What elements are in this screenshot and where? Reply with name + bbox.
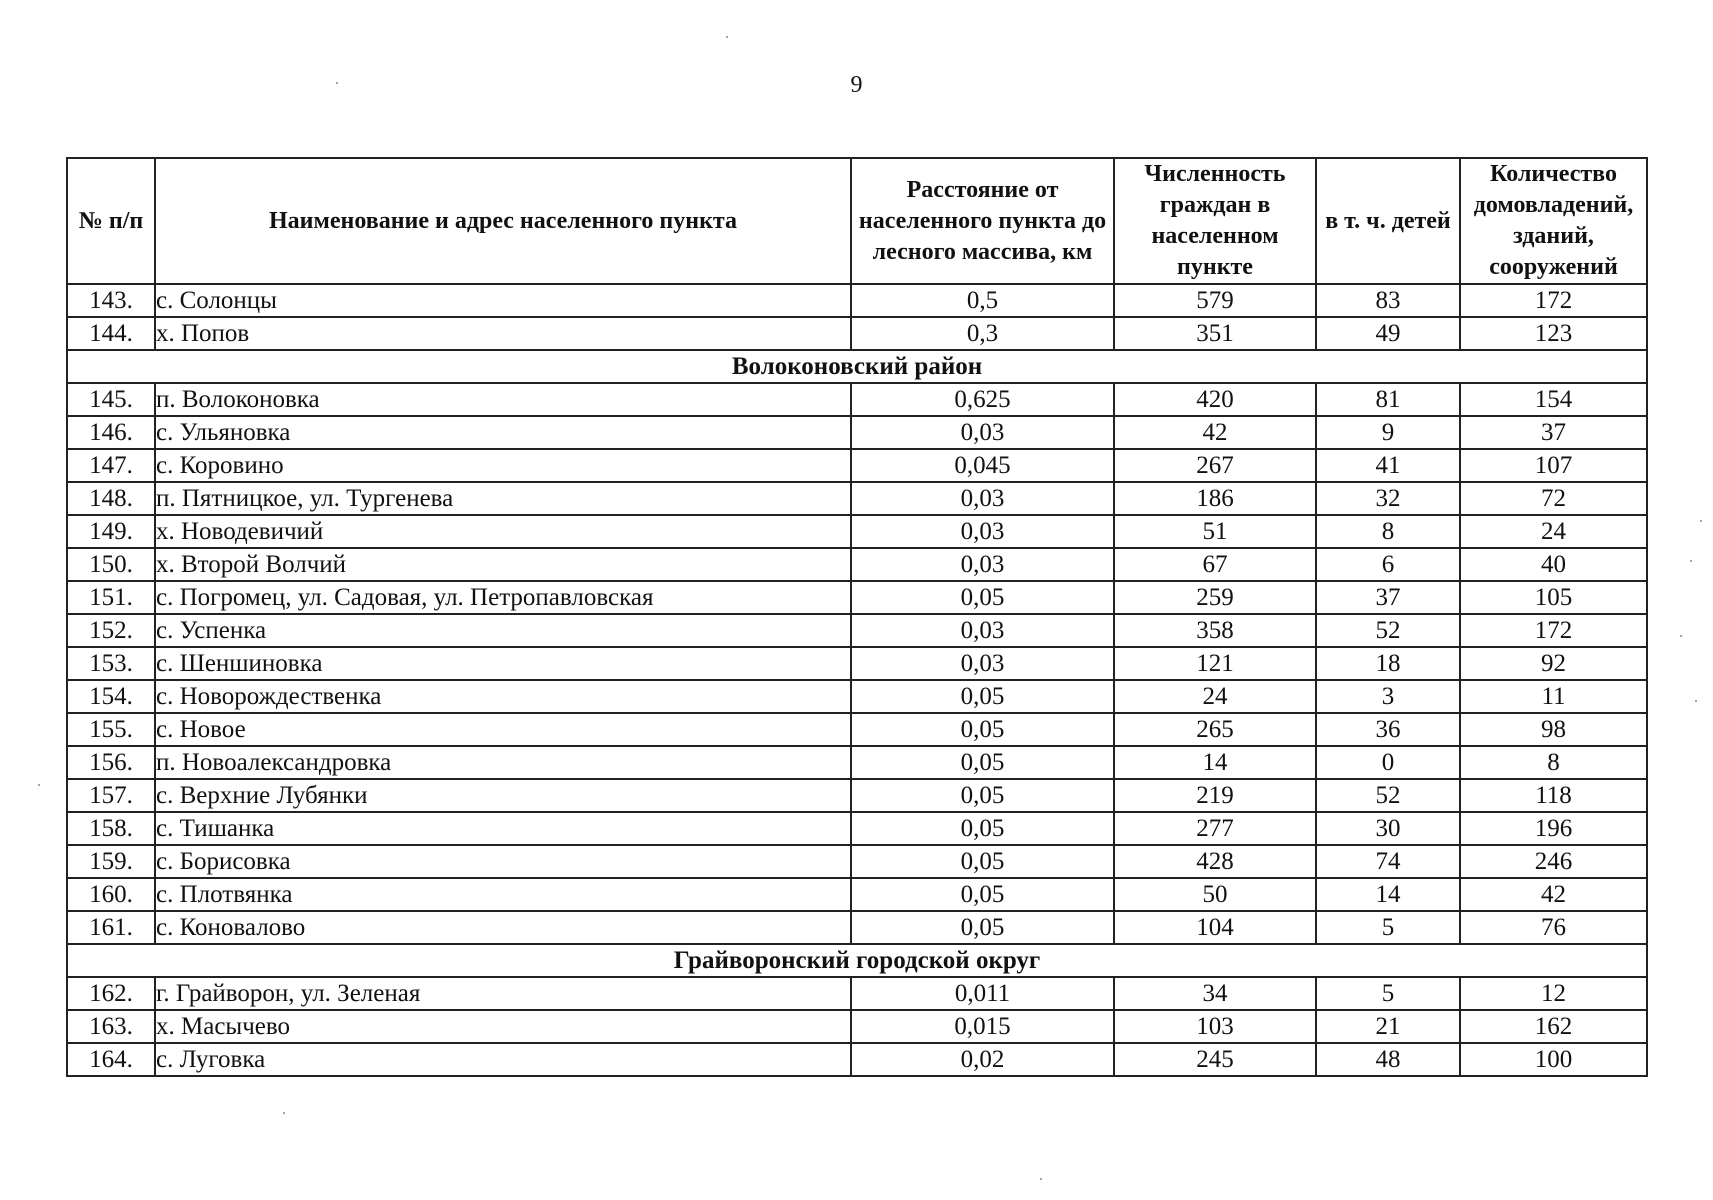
distance-value: 0,03 (851, 647, 1114, 680)
distance-value: 0,03 (851, 548, 1114, 581)
settlement-name: п. Новоалександровка (155, 746, 851, 779)
distance-value: 0,3 (851, 317, 1114, 350)
scan-speck (1700, 520, 1702, 522)
row-number: 154. (67, 680, 155, 713)
distance-value: 0,05 (851, 878, 1114, 911)
scan-speck (1695, 700, 1697, 702)
row-number: 161. (67, 911, 155, 944)
buildings-value: 154 (1460, 383, 1647, 416)
scan-speck (1040, 1178, 1042, 1180)
row-number: 145. (67, 383, 155, 416)
buildings-value: 11 (1460, 680, 1647, 713)
population-value: 24 (1114, 680, 1316, 713)
scan-speck (726, 36, 728, 38)
settlement-name: с. Ульяновка (155, 416, 851, 449)
children-value: 8 (1316, 515, 1460, 548)
children-value: 48 (1316, 1043, 1460, 1076)
scan-speck (1690, 560, 1692, 562)
distance-value: 0,03 (851, 515, 1114, 548)
table-row (67, 1010, 1647, 1043)
settlement-name: с. Верхние Лубянки (155, 779, 851, 812)
children-value: 5 (1316, 911, 1460, 944)
scan-speck (336, 82, 338, 84)
row-number: 162. (67, 977, 155, 1010)
row-number: 157. (67, 779, 155, 812)
row-number: 156. (67, 746, 155, 779)
distance-value: 0,03 (851, 416, 1114, 449)
children-value: 81 (1316, 383, 1460, 416)
distance-value: 0,05 (851, 845, 1114, 878)
population-value: 51 (1114, 515, 1316, 548)
population-value: 121 (1114, 647, 1316, 680)
distance-value: 0,045 (851, 449, 1114, 482)
scan-speck (1680, 635, 1682, 637)
children-value: 49 (1316, 317, 1460, 350)
table-row (67, 383, 1647, 416)
settlement-name: п. Пятницкое, ул. Тургенева (155, 482, 851, 515)
settlement-name: с. Новорождественка (155, 680, 851, 713)
table-row (67, 449, 1647, 482)
table-row (67, 713, 1647, 746)
children-value: 32 (1316, 482, 1460, 515)
children-value: 52 (1316, 779, 1460, 812)
population-value: 351 (1114, 317, 1316, 350)
row-number: 152. (67, 614, 155, 647)
population-value: 245 (1114, 1043, 1316, 1076)
table-row (67, 977, 1647, 1010)
buildings-value: 100 (1460, 1043, 1647, 1076)
distance-value: 0,015 (851, 1010, 1114, 1043)
scan-speck (283, 1112, 285, 1114)
settlement-name: с. Борисовка (155, 845, 851, 878)
buildings-value: 172 (1460, 614, 1647, 647)
row-number: 143. (67, 284, 155, 317)
buildings-value: 92 (1460, 647, 1647, 680)
table-row (67, 911, 1647, 944)
buildings-value: 246 (1460, 845, 1647, 878)
row-number: 144. (67, 317, 155, 350)
table-row (67, 614, 1647, 647)
buildings-value: 172 (1460, 284, 1647, 317)
settlement-name: с. Коровино (155, 449, 851, 482)
table-row (67, 812, 1647, 845)
children-value: 9 (1316, 416, 1460, 449)
distance-value: 0,625 (851, 383, 1114, 416)
buildings-value: 40 (1460, 548, 1647, 581)
row-number: 164. (67, 1043, 155, 1076)
header-children: в т. ч. детей (1316, 158, 1460, 284)
table-row (67, 746, 1647, 779)
population-value: 428 (1114, 845, 1316, 878)
population-value: 277 (1114, 812, 1316, 845)
table-header-row (67, 158, 1647, 284)
row-number: 155. (67, 713, 155, 746)
table-row (67, 515, 1647, 548)
settlement-name: с. Погромец, ул. Садовая, ул. Петропавловская (155, 581, 851, 614)
settlement-name: с. Новое (155, 713, 851, 746)
buildings-value: 76 (1460, 911, 1647, 944)
population-value: 34 (1114, 977, 1316, 1010)
table-row (67, 680, 1647, 713)
settlements-table (66, 157, 1648, 1077)
settlement-name: с. Шеншиновка (155, 647, 851, 680)
population-value: 50 (1114, 878, 1316, 911)
header-buildings: Количество домовладений, зданий, сооружений (1460, 158, 1647, 284)
children-value: 3 (1316, 680, 1460, 713)
section-row (67, 944, 1647, 977)
buildings-value: 42 (1460, 878, 1647, 911)
section-row (67, 350, 1647, 383)
table-row (67, 1043, 1647, 1076)
population-value: 67 (1114, 548, 1316, 581)
table-row (67, 878, 1647, 911)
distance-value: 0,03 (851, 482, 1114, 515)
page-number: 9 (850, 72, 863, 98)
buildings-value: 123 (1460, 317, 1647, 350)
population-value: 579 (1114, 284, 1316, 317)
settlement-name: х. Попов (155, 317, 851, 350)
distance-value: 0,05 (851, 680, 1114, 713)
children-value: 36 (1316, 713, 1460, 746)
population-value: 420 (1114, 383, 1316, 416)
children-value: 6 (1316, 548, 1460, 581)
population-value: 103 (1114, 1010, 1316, 1043)
row-number: 146. (67, 416, 155, 449)
table-row (67, 845, 1647, 878)
population-value: 14 (1114, 746, 1316, 779)
table-body (67, 284, 1647, 1076)
settlement-name: г. Грайворон, ул. Зеленая (155, 977, 851, 1010)
children-value: 37 (1316, 581, 1460, 614)
table-row (67, 284, 1647, 317)
children-value: 5 (1316, 977, 1460, 1010)
population-value: 219 (1114, 779, 1316, 812)
header-distance: Расстояние от населенного пункта до лесного массива, км (851, 158, 1114, 284)
distance-value: 0,05 (851, 779, 1114, 812)
buildings-value: 72 (1460, 482, 1647, 515)
distance-value: 0,02 (851, 1043, 1114, 1076)
section-title: Волоконовский район (67, 350, 1647, 383)
population-value: 186 (1114, 482, 1316, 515)
distance-value: 0,5 (851, 284, 1114, 317)
buildings-value: 12 (1460, 977, 1647, 1010)
row-number: 163. (67, 1010, 155, 1043)
distance-value: 0,05 (851, 713, 1114, 746)
settlement-name: с. Луговка (155, 1043, 851, 1076)
table-row (67, 416, 1647, 449)
settlement-name: с. Солонцы (155, 284, 851, 317)
row-number: 158. (67, 812, 155, 845)
row-number: 160. (67, 878, 155, 911)
table-row (67, 548, 1647, 581)
table-row (67, 647, 1647, 680)
children-value: 21 (1316, 1010, 1460, 1043)
population-value: 259 (1114, 581, 1316, 614)
population-value: 358 (1114, 614, 1316, 647)
children-value: 14 (1316, 878, 1460, 911)
settlement-name: с. Тишанка (155, 812, 851, 845)
distance-value: 0,05 (851, 812, 1114, 845)
children-value: 41 (1316, 449, 1460, 482)
buildings-value: 98 (1460, 713, 1647, 746)
settlement-name: с. Успенка (155, 614, 851, 647)
table-row (67, 482, 1647, 515)
buildings-value: 8 (1460, 746, 1647, 779)
buildings-value: 24 (1460, 515, 1647, 548)
row-number: 151. (67, 581, 155, 614)
buildings-value: 118 (1460, 779, 1647, 812)
settlement-name: х. Масычево (155, 1010, 851, 1043)
header-number: № п/п (67, 158, 155, 284)
header-population: Численность граждан в населенном пункте (1114, 158, 1316, 284)
distance-value: 0,011 (851, 977, 1114, 1010)
population-value: 42 (1114, 416, 1316, 449)
buildings-value: 105 (1460, 581, 1647, 614)
buildings-value: 162 (1460, 1010, 1647, 1043)
children-value: 52 (1316, 614, 1460, 647)
header-name: Наименование и адрес населенного пункта (155, 158, 851, 284)
buildings-value: 196 (1460, 812, 1647, 845)
distance-value: 0,05 (851, 911, 1114, 944)
settlement-name: х. Второй Волчий (155, 548, 851, 581)
settlement-name: с. Плотвянка (155, 878, 851, 911)
children-value: 74 (1316, 845, 1460, 878)
settlement-name: п. Волоконовка (155, 383, 851, 416)
children-value: 30 (1316, 812, 1460, 845)
population-value: 104 (1114, 911, 1316, 944)
row-number: 149. (67, 515, 155, 548)
row-number: 150. (67, 548, 155, 581)
row-number: 159. (67, 845, 155, 878)
distance-value: 0,05 (851, 581, 1114, 614)
row-number: 147. (67, 449, 155, 482)
buildings-value: 37 (1460, 416, 1647, 449)
row-number: 153. (67, 647, 155, 680)
settlement-name: с. Коновалово (155, 911, 851, 944)
scan-speck (38, 784, 40, 786)
row-number: 148. (67, 482, 155, 515)
settlement-name: х. Новодевичий (155, 515, 851, 548)
table-row (67, 779, 1647, 812)
children-value: 0 (1316, 746, 1460, 779)
distance-value: 0,03 (851, 614, 1114, 647)
children-value: 83 (1316, 284, 1460, 317)
distance-value: 0,05 (851, 746, 1114, 779)
children-value: 18 (1316, 647, 1460, 680)
population-value: 265 (1114, 713, 1316, 746)
buildings-value: 107 (1460, 449, 1647, 482)
table-row (67, 317, 1647, 350)
section-title: Грайворонский городской округ (67, 944, 1647, 977)
population-value: 267 (1114, 449, 1316, 482)
table-row (67, 581, 1647, 614)
